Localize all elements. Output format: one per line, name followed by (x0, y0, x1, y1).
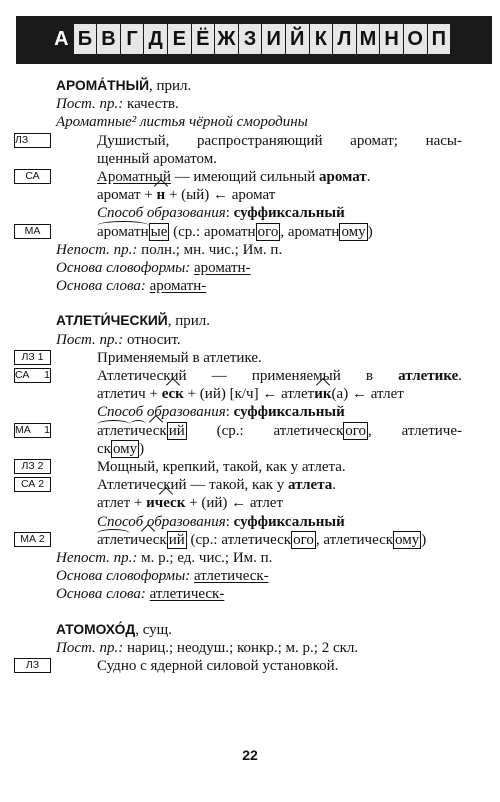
lz1-marker: ЛЗ 1 (14, 350, 51, 365)
alphabet-letter: И (262, 24, 286, 54)
ma1-marker: МА 1 (15, 423, 50, 436)
derivation-method-1 (56, 403, 462, 421)
alphabet-letter: Й (286, 24, 310, 54)
sa2-marker: СА 2 (14, 477, 51, 492)
ending-morpheme: ому (341, 223, 366, 240)
alphabet-letter: Б (74, 24, 98, 54)
lexical-meaning-text: Судно с ядерной силовой установкой. (97, 658, 339, 675)
root-morpheme: атлет (97, 531, 131, 548)
entry-header (56, 312, 462, 330)
suffix-morpheme: ическ (130, 531, 167, 548)
alphabet-index-bar (16, 16, 492, 64)
formula-part: + (ий) [к/ч] ← атлет (183, 386, 315, 403)
alphabet-letter: Л (333, 24, 357, 54)
method-label: Способ образования (97, 404, 226, 421)
derivation-method (56, 204, 462, 222)
lz2-marker: ЛЗ 2 (14, 459, 51, 474)
constant-features-value: качеств. (127, 96, 179, 113)
method-colon: : (225, 205, 234, 222)
lz-marker: ЛЗ (14, 658, 51, 673)
word-stem-value: ароматн- (149, 278, 207, 295)
sa2-definition: Атлетический — такой, как у (97, 477, 289, 494)
alphabet-letter: З (239, 24, 263, 54)
usage-example: Ароматные² листья чёрной смородины (56, 114, 308, 131)
suffix-morpheme: еск (145, 422, 167, 439)
method-label: Способ образования (97, 205, 226, 222)
morphemic-analysis (24, 223, 462, 241)
morphemic-analysis-2 (20, 531, 462, 549)
ma-text: ) (421, 531, 427, 548)
headword: АРОМА́ТНЫЙ (56, 78, 149, 93)
word-stem (56, 585, 462, 603)
lexical-meaning-2-text: Мощный, крепкий, такой, как у атлета. (97, 459, 346, 476)
word-stem-value: атлетическ- (149, 586, 225, 603)
variable-features (56, 241, 462, 259)
ending-morpheme: ые (150, 223, 168, 240)
suffix-mark: ик (314, 386, 332, 403)
ending-morpheme: ому (395, 531, 420, 548)
ending-morpheme: ий (168, 531, 185, 548)
word-stem-label: Основа слова: (56, 586, 146, 603)
sa-period: . (366, 169, 371, 186)
root-morpheme: атлет (97, 422, 131, 439)
headword: АТОМОХО́Д (56, 621, 136, 637)
method-label: Способ образования (97, 513, 226, 530)
variable-features-label: Непост. пр.: (56, 241, 138, 258)
entry-aromatny (15, 77, 462, 295)
lexical-meaning-text-1: Душистый, распространяющий аромат; насы- (97, 132, 462, 149)
derivation-formula-2 (56, 494, 462, 512)
variable-features-value: полн.; мн. чис.; Им. п. (137, 241, 283, 258)
page-number: 22 (242, 747, 258, 763)
constant-features-line (56, 639, 462, 657)
entry-atleticheskiy (15, 312, 462, 603)
alphabet-letter: В (97, 24, 121, 54)
morphemic-analysis-1-line-2 (56, 440, 462, 458)
formula-part: + (ый) ← аромат (165, 187, 276, 204)
wordform-stem (56, 259, 462, 277)
alphabet-letter: Н (380, 24, 404, 54)
formula-part: аромат + (97, 187, 157, 204)
derivation-formula-1 (56, 385, 462, 403)
suffix-mark: н (156, 187, 166, 204)
ending-morpheme: ого (293, 531, 314, 548)
entry-atomokhod (25, 621, 462, 676)
alphabet-letter: Е (168, 24, 192, 54)
formula-part: атлетич + (97, 386, 162, 403)
sa1-marker: СА 1 (15, 369, 50, 382)
alphabet-letter: П (428, 24, 452, 54)
ending-morpheme: ого (345, 422, 367, 439)
sa-word: Ароматный (97, 169, 171, 186)
alphabet-letter: О (404, 24, 428, 54)
wordform-stem-value: атлетическ- (193, 568, 269, 585)
entry-header (56, 77, 462, 95)
method-value: суффиксальный (233, 513, 345, 530)
derivation-formula (56, 186, 462, 204)
ma2-marker: МА 2 (14, 532, 51, 547)
word-stem-label: Основа слова: (56, 278, 146, 295)
part-of-speech: , прил. (149, 78, 192, 94)
ma-text: , атлетическ (315, 531, 394, 548)
alphabet-letter: Ж (215, 24, 239, 54)
constant-features-label: Пост. пр.: (56, 96, 124, 113)
ending-morpheme: ого (257, 223, 279, 240)
sa-marker: СА (14, 169, 51, 184)
constant-features-label: Пост. пр.: (56, 331, 124, 348)
sa1-definition: Атлетический — применяемый в (97, 368, 399, 385)
method-colon: : (225, 404, 234, 421)
lexical-meaning-line-2: щенный ароматом. (97, 150, 217, 167)
formula-part: + (ий) ← атлет (185, 495, 284, 512)
ma-marker: МА (14, 224, 51, 239)
entry-header (56, 621, 462, 639)
method-value: суффиксальный (233, 205, 345, 222)
part-of-speech: , сущ. (135, 621, 172, 638)
constant-features-value: нариц.; неодуш.; конкр.; м. р.; 2 скл. (123, 639, 359, 656)
sa1-period: . (458, 368, 462, 385)
sa-definition: — имеющий сильный (170, 169, 320, 186)
alphabet-letter: Ё (192, 24, 216, 54)
variable-features (56, 549, 462, 567)
suffix-morpheme: ич (130, 422, 146, 439)
wordform-stem-label: Основа словоформы: (56, 568, 191, 585)
constant-features-line (56, 95, 462, 113)
derivation-analysis-2-line-1 (20, 476, 462, 494)
ma-text: (ср.: атлетическ (186, 531, 292, 548)
method-value: суффиксальный (233, 404, 345, 421)
page-content (15, 77, 462, 675)
sa1-base-word: атлетике (398, 368, 459, 385)
ending-morpheme: ому (112, 440, 138, 457)
alphabet-letters (50, 24, 451, 54)
ma-text: ) (139, 440, 145, 457)
word-stem (56, 277, 462, 295)
wordform-stem-label: Основа словоформы: (56, 260, 191, 277)
constant-features-label: Пост. пр.: (56, 639, 124, 656)
lexical-meaning-1-text: Применяемый в атлетике. (97, 349, 262, 366)
lexical-meaning-2 (21, 458, 462, 476)
wordform-stem (56, 567, 462, 585)
morphemic-analysis-1-line-1 (15, 422, 462, 440)
lexical-meaning-1 (21, 349, 462, 367)
part-of-speech: , прил. (167, 313, 210, 330)
method-colon: : (225, 513, 234, 530)
alphabet-letter: А (50, 24, 74, 54)
alphabet-letter: К (310, 24, 334, 54)
lexical-meaning (25, 657, 462, 675)
formula-part: атлет + (97, 495, 147, 512)
ma-text: ) (367, 223, 373, 240)
lz-marker: ЛЗ (14, 133, 51, 148)
ma-text: , ароматн (280, 223, 340, 240)
alphabet-letter: Д (144, 24, 168, 54)
variable-features-value: м. р.; ед. чис.; Им. п. (137, 550, 273, 567)
ma-text: (ср.: ароматн (169, 223, 256, 240)
ma-text: , атлетиче- (368, 422, 462, 439)
sa2-period: . (332, 477, 337, 494)
ending-morpheme: ий (168, 422, 185, 439)
alphabet-letter: М (357, 24, 381, 54)
derivation-analysis-1-line-1 (15, 367, 462, 385)
constant-features-line (56, 331, 462, 349)
suffix-mark: еск (161, 386, 184, 403)
root-morpheme: ароматн (97, 223, 149, 240)
constant-features-value: относит. (127, 331, 181, 348)
ma-text: (ср.: атлетическ (186, 422, 344, 439)
formula-part: (а) ← атлет (331, 386, 404, 403)
ma-text: ск (97, 440, 111, 457)
headword: АТЛЕТИ́ЧЕСКИЙ (56, 313, 168, 329)
alphabet-letter: Г (121, 24, 145, 54)
lexical-meaning-line-1 (15, 132, 462, 150)
suffix-mark: ическ (146, 495, 186, 512)
sa-base-word: аромат (319, 169, 367, 186)
derivation-analysis-line-1 (25, 168, 462, 186)
sa2-base-word: атлета (288, 477, 333, 494)
wordform-stem-value: ароматн- (193, 260, 251, 277)
variable-features-label: Непост. пр.: (56, 550, 138, 567)
